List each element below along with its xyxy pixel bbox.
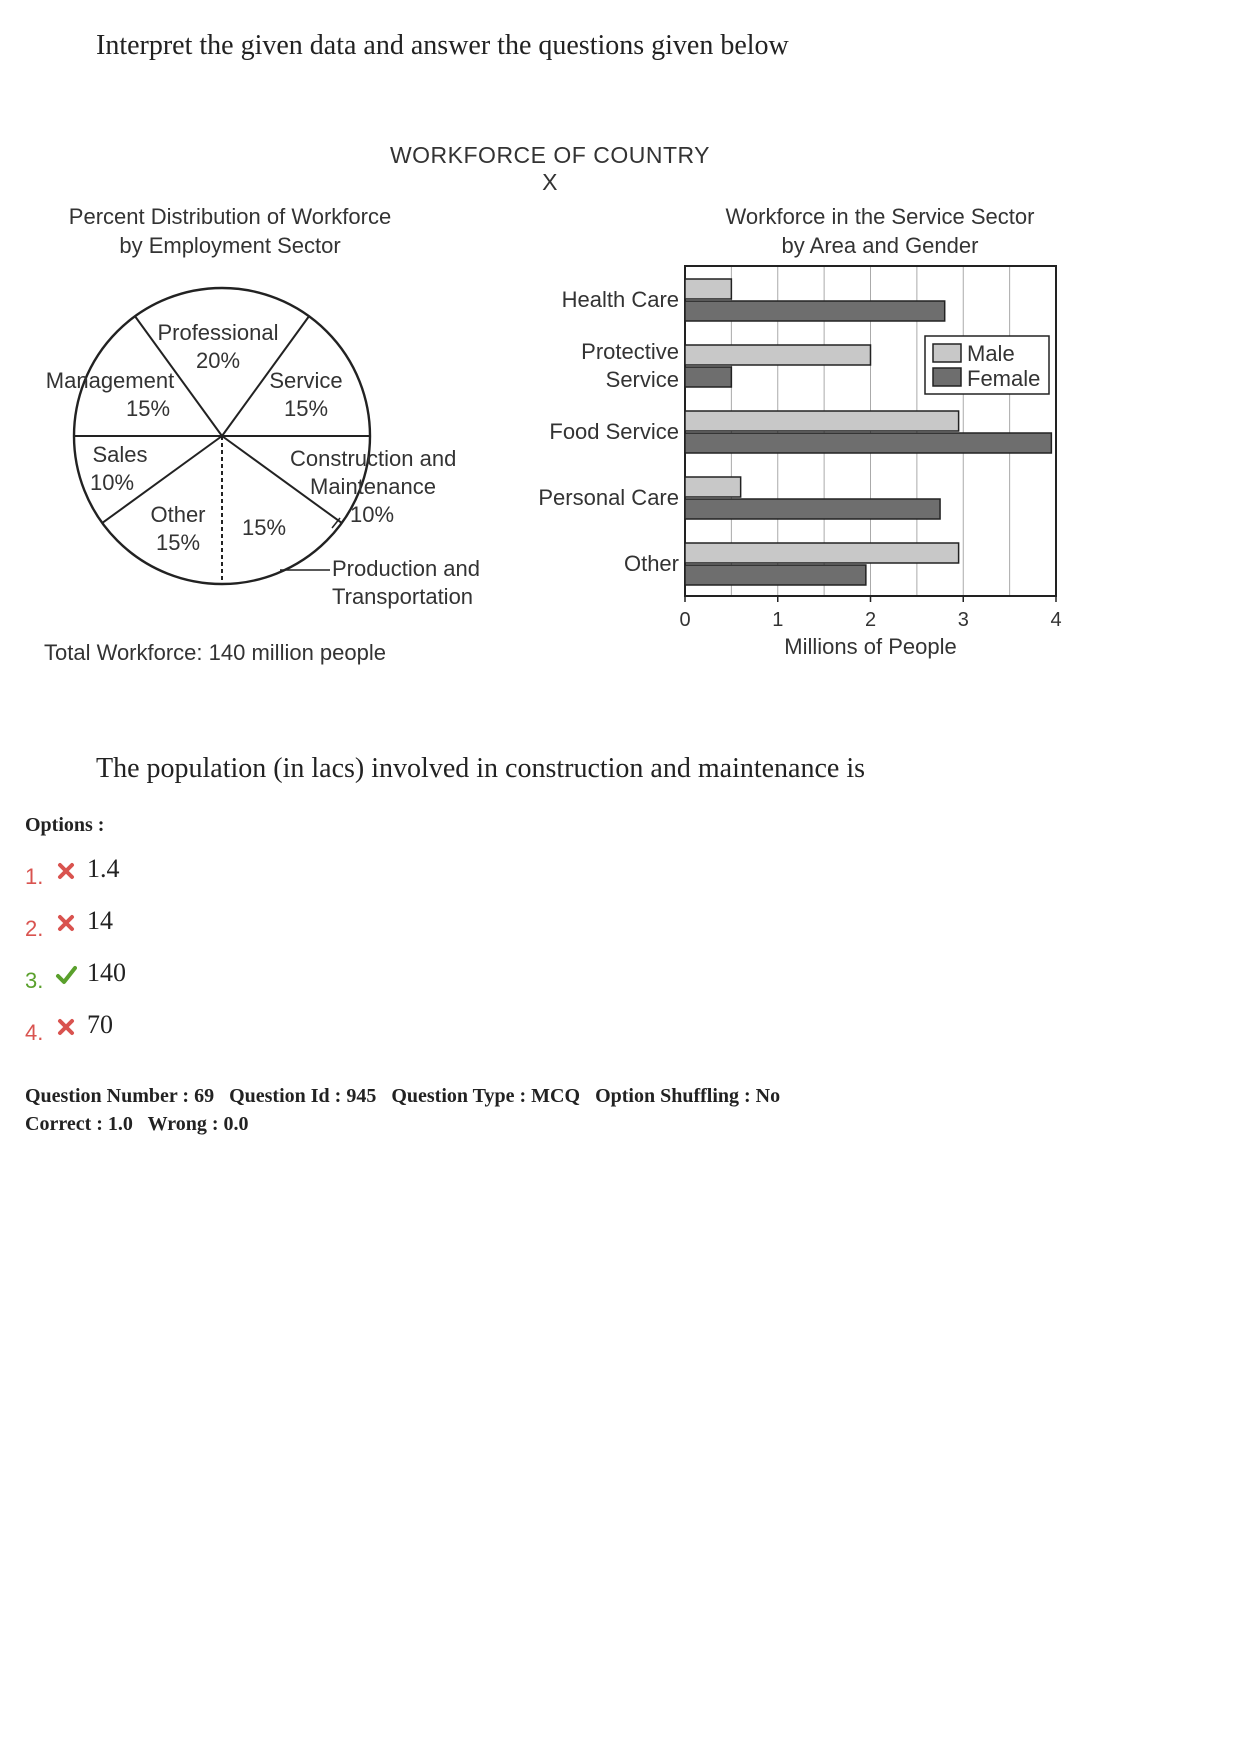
intro-instruction: Interpret the given data and answer the questions given below [96,30,789,61]
pie-label-management: Management [45,368,175,393]
bar-legend [925,336,1049,394]
pie-label-professional: Professional [157,320,279,345]
question-meta-line-1 [25,1085,780,1108]
option-text: 140 [87,958,126,987]
cross-icon [55,912,77,934]
bar-male-3 [685,477,741,497]
bar-xtick-label-3: 3 [957,609,969,631]
bar-category-label-3: Personal Care [538,485,679,510]
pie-label-sales: Sales [92,442,148,467]
bar-category-label-1-line-2: Service [605,367,679,392]
pie-value-professional: 20% [195,348,241,373]
bar-chart [520,250,1100,680]
options-label: Options : [25,814,105,836]
pie-label-production-line-1: Production and [332,556,480,581]
pie-label-service: Service [269,368,343,393]
option-text: 14 [87,906,113,935]
bar-female-4 [685,565,866,585]
bar-male-1 [685,345,871,365]
pie-total-workforce: Total Workforce: 140 million people [44,640,386,665]
pie-value-production: 15% [242,515,287,540]
pie-label-other: Other [150,502,206,527]
pie-label-construction-line-2: Maintenance [310,474,436,499]
pie-label-construction-line-1: Construction and [290,446,457,471]
bar-female-0 [685,301,945,321]
pie-value-other: 15% [155,530,201,555]
option-number: 1. [25,864,44,889]
bar-category-label-4: Other [623,551,679,576]
option-number: 2. [25,916,44,941]
bar-xtick-label-4: 4 [1050,609,1062,631]
option-number: 3. [25,968,44,993]
pie-value-management: 15% [125,396,171,421]
option-number: 4. [25,1020,44,1045]
bar-category-label-2: Food Service [549,419,679,444]
question-type: Question Type : MCQ [391,1085,581,1107]
pie-value-service: 15% [283,396,329,421]
question-text: The population (in lacs) involved in construction and maintenance is [96,753,866,784]
wrong-marks: Wrong : 0.0 [147,1113,249,1135]
bar-male-2 [685,411,959,431]
bar-xtick-label-0: 0 [679,609,691,631]
bar-title-line-1: Workforce in the Service Sector [725,204,1035,229]
pie-chart [0,260,500,630]
figure-title: WORKFORCE OF COUNTRY X [389,142,711,195]
question-number: Question Number : 69 [25,1085,215,1107]
bar-title-line-2: by Area and Gender [781,233,979,258]
legend-label-male: Male [967,341,1015,366]
legend-swatch-male [933,344,961,362]
option-shuffling: Option Shuffling : No [595,1085,781,1107]
bar-category-label-0: Health Care [561,287,679,312]
pie-title-line-2: by Employment Sector [119,233,341,258]
bar-category-label-1-line-1: Protective [581,339,679,364]
cross-icon [55,1016,77,1038]
bar-female-2 [685,433,1051,453]
bar-male-4 [685,543,959,563]
bar-male-0 [685,279,731,299]
pie-chart-title [40,202,420,260]
option-text: 1.4 [87,854,120,883]
pie-title-line-1: Percent Distribution of Workforce [68,204,392,229]
question-id: Question Id : 945 [229,1085,377,1107]
bar-female-3 [685,499,940,519]
bar-xtick-label-1: 1 [772,609,784,631]
pie-value-sales: 10% [89,470,135,495]
bar-female-1 [685,367,731,387]
bar-xtick-label-2: 2 [864,609,877,631]
legend-swatch-female [933,368,961,386]
bar-x-axis-label: Millions of People [784,634,957,659]
option-text: 70 [87,1010,113,1039]
pie-value-construction: 10% [350,502,395,527]
legend-label-female: Female [967,366,1041,391]
cross-icon [55,860,77,882]
pie-label-production-line-2: Transportation [332,584,474,609]
correct-marks: Correct : 1.0 [25,1113,133,1135]
check-icon [55,964,77,986]
question-meta-line-2 [25,1113,249,1136]
